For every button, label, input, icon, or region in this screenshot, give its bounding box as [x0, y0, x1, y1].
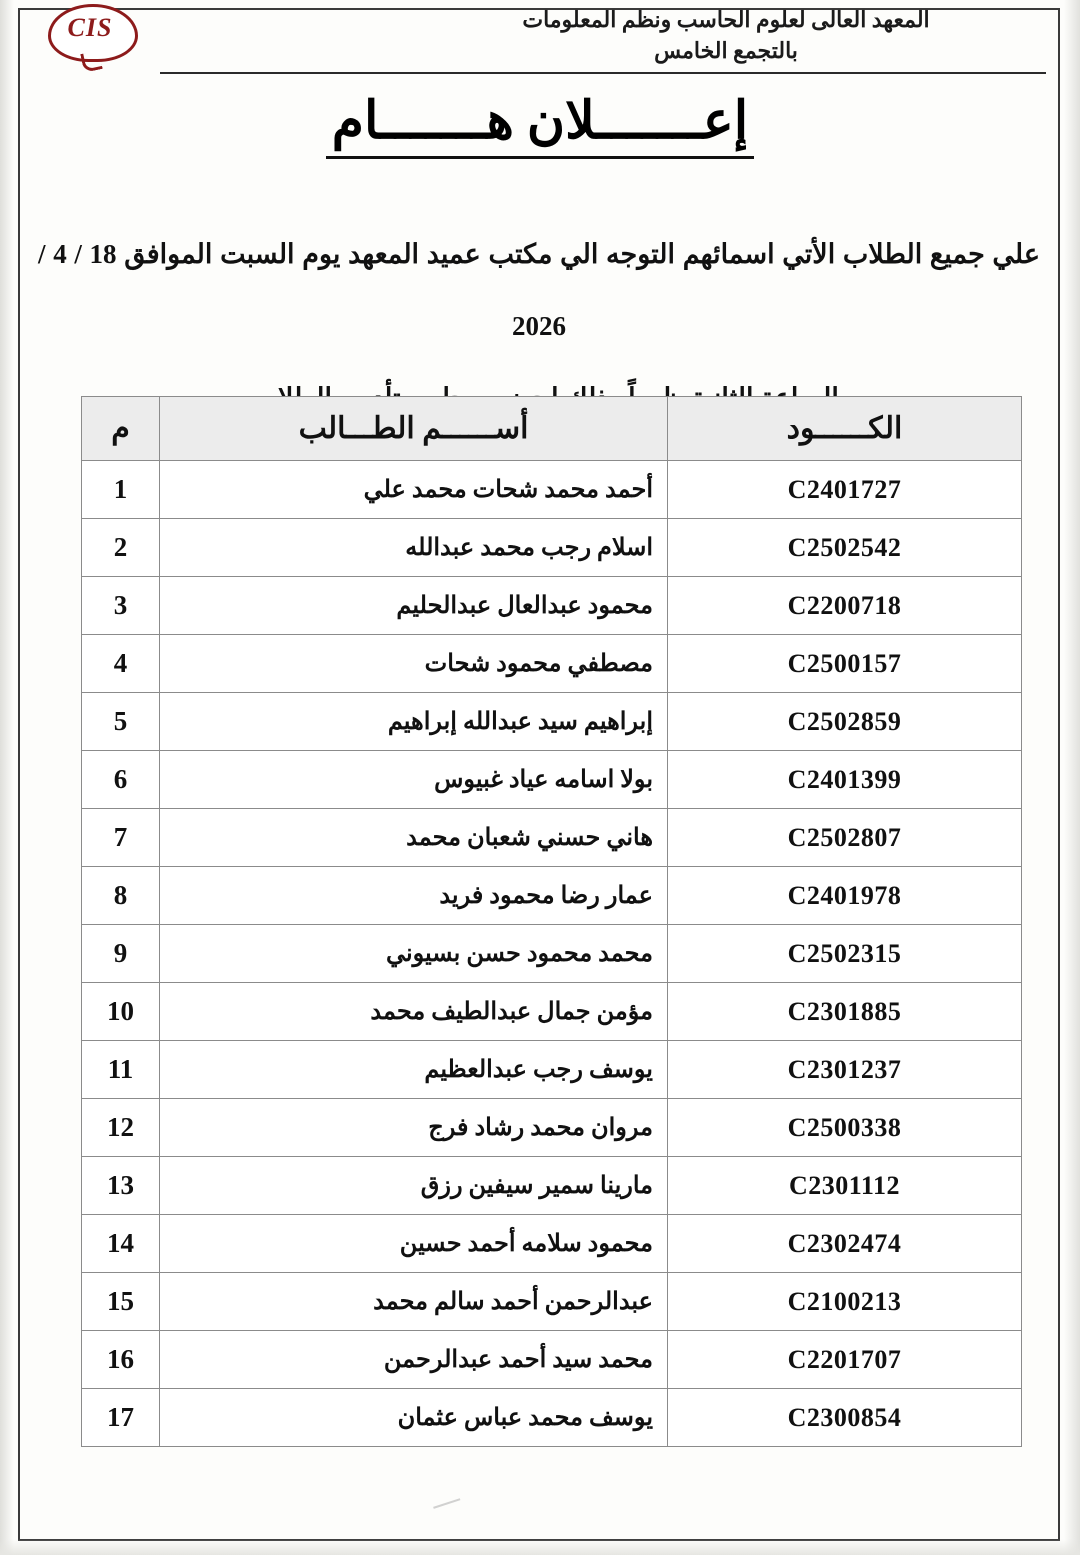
cell-row-number: 3	[82, 577, 160, 635]
cell-student-code: C2301112	[668, 1157, 1022, 1215]
page-bottom-shadow	[0, 1539, 1080, 1555]
table-row	[82, 635, 1022, 693]
cell-row-number: 11	[82, 1041, 160, 1099]
table-row	[82, 925, 1022, 983]
cell-student-name: إبراهيم سيد عبدالله إبراهيم	[160, 693, 668, 751]
column-header-name: أســــــم الطـــالب	[160, 397, 668, 461]
table-row	[82, 693, 1022, 751]
cell-row-number: 4	[82, 635, 160, 693]
cell-row-number: 6	[82, 751, 160, 809]
cell-student-code: C2100213	[668, 1273, 1022, 1331]
scan-edge-left	[0, 0, 14, 1555]
cell-student-code: C2401727	[668, 461, 1022, 519]
cell-row-number: 10	[82, 983, 160, 1041]
cell-student-code: C2500338	[668, 1099, 1022, 1157]
scan-edge-right	[1064, 0, 1080, 1555]
cell-row-number: 17	[82, 1389, 160, 1447]
cell-student-code: C2401399	[668, 751, 1022, 809]
table-row	[82, 1099, 1022, 1157]
cell-student-name: بولا اسامه عياد غبيوس	[160, 751, 668, 809]
column-header-no: م	[82, 397, 160, 461]
table-row	[82, 461, 1022, 519]
cell-student-name: مصطفي محمود شحات	[160, 635, 668, 693]
cell-row-number: 8	[82, 867, 160, 925]
cell-student-code: C2502859	[668, 693, 1022, 751]
institute-line-1: المعهد العالى لعلوم الحاسب ونظم المعلومات	[522, 7, 930, 32]
cell-student-code: C2502315	[668, 925, 1022, 983]
cell-student-code: C2200718	[668, 577, 1022, 635]
cell-student-name: يوسف رجب عبدالعظيم	[160, 1041, 668, 1099]
title-container	[0, 92, 1080, 159]
cell-student-name: اسلام رجب محمد عبدالله	[160, 519, 668, 577]
table-row	[82, 983, 1022, 1041]
cell-row-number: 1	[82, 461, 160, 519]
cell-student-code: C2502542	[668, 519, 1022, 577]
cell-student-code: C2502807	[668, 809, 1022, 867]
table-row	[82, 1215, 1022, 1273]
cell-row-number: 15	[82, 1273, 160, 1331]
institute-line-2: بالتجمع الخامس	[654, 38, 798, 63]
cell-student-name: أحمد محمد شحات محمد علي	[160, 461, 668, 519]
header-divider	[160, 72, 1046, 74]
table-row	[82, 1157, 1022, 1215]
logo-ribbon-icon	[80, 50, 103, 73]
cell-row-number: 13	[82, 1157, 160, 1215]
cell-student-name: هاني حسني شعبان محمد	[160, 809, 668, 867]
cell-row-number: 14	[82, 1215, 160, 1273]
table-row	[82, 1273, 1022, 1331]
cell-row-number: 12	[82, 1099, 160, 1157]
table-row	[82, 809, 1022, 867]
cell-student-name: محمود عبدالعال عبدالحليم	[160, 577, 668, 635]
table-row	[82, 867, 1022, 925]
column-header-code: الكــــــود	[668, 397, 1022, 461]
table-row	[82, 519, 1022, 577]
cell-student-name: يوسف محمد عباس عثمان	[160, 1389, 668, 1447]
table-row	[82, 577, 1022, 635]
table-body	[82, 461, 1022, 1447]
document-header	[30, 0, 1046, 78]
cell-student-code: C2302474	[668, 1215, 1022, 1273]
students-table	[81, 396, 1022, 1447]
cell-student-name: مروان محمد رشاد فرج	[160, 1099, 668, 1157]
cell-student-code: C2201707	[668, 1331, 1022, 1389]
cell-student-name: محمود سلامه أحمد حسين	[160, 1215, 668, 1273]
cell-student-code: C2500157	[668, 635, 1022, 693]
cell-student-name: عبدالرحمن أحمد سالم محمد	[160, 1273, 668, 1331]
table-row	[82, 1041, 1022, 1099]
table-row	[82, 1389, 1022, 1447]
cell-student-name: محمد سيد أحمد عبدالرحمن	[160, 1331, 668, 1389]
cell-student-code: C2301237	[668, 1041, 1022, 1099]
cis-logo	[38, 2, 142, 64]
page-title: إعـــــــلان هـــــــام	[326, 92, 754, 159]
cell-row-number: 16	[82, 1331, 160, 1389]
cell-student-code: C2401978	[668, 867, 1022, 925]
cell-student-code: C2300854	[668, 1389, 1022, 1447]
institute-name	[406, 4, 1046, 66]
table-header-row	[82, 397, 1022, 461]
cell-student-name: مؤمن جمال عبدالطيف محمد	[160, 983, 668, 1041]
cell-student-code: C2301885	[668, 983, 1022, 1041]
cell-student-name: عمار رضا محمود فريد	[160, 867, 668, 925]
cell-row-number: 9	[82, 925, 160, 983]
cell-student-name: محمد محمود حسن بسيوني	[160, 925, 668, 983]
announcement-line-1: علي جميع الطلاب الأتي اسمائهم التوجه الي مكتب عميد المعهد يوم السبت الموافق 18 / 4 / 2026	[38, 239, 1040, 341]
cell-row-number: 2	[82, 519, 160, 577]
logo-text: CIS	[67, 13, 113, 42]
table-row	[82, 1331, 1022, 1389]
cell-row-number: 5	[82, 693, 160, 751]
cell-student-name: مارينا سمير سيفين رزق	[160, 1157, 668, 1215]
cell-row-number: 7	[82, 809, 160, 867]
table-row	[82, 751, 1022, 809]
